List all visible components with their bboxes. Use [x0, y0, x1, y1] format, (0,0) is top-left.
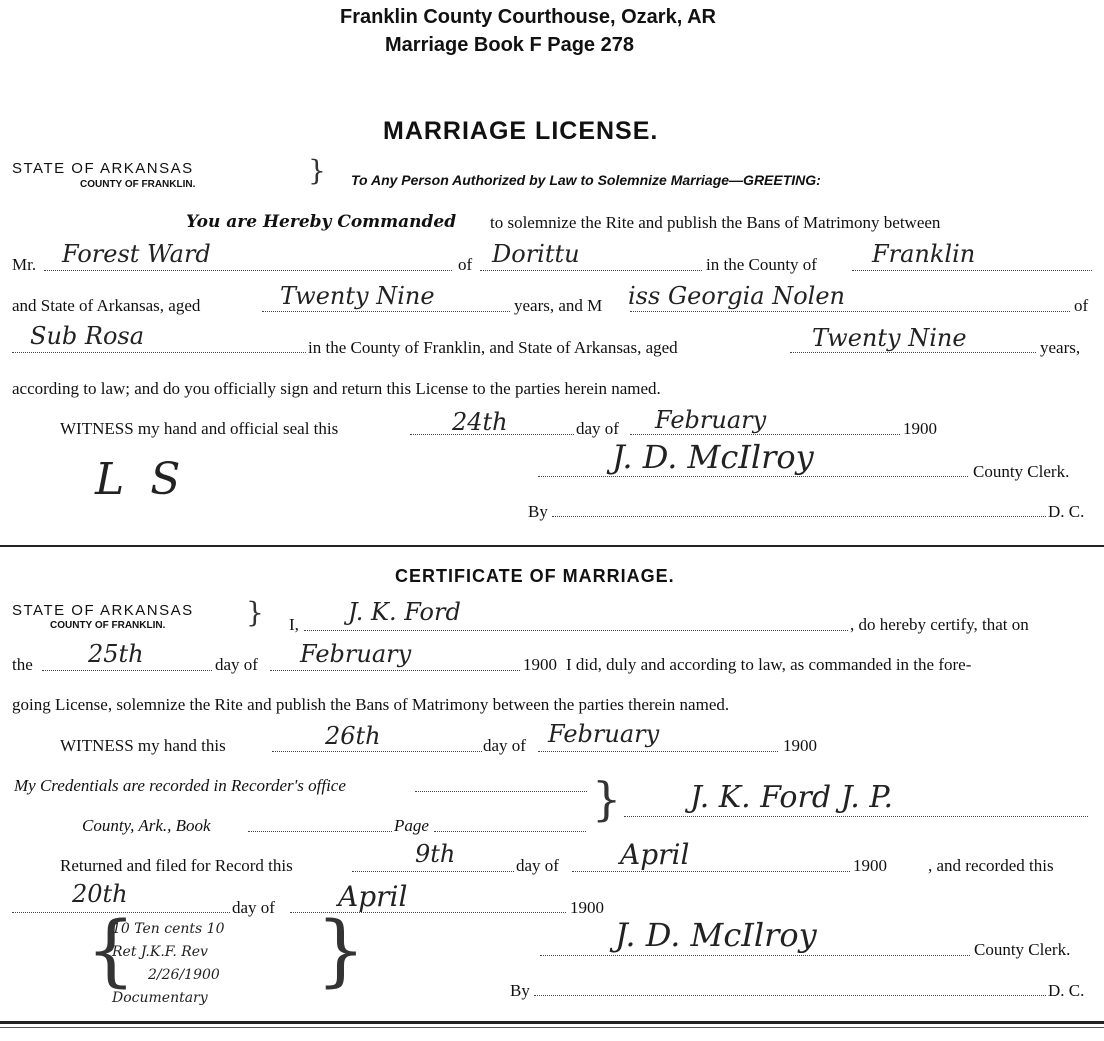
did-duly-text: I did, duly and according to law, as commanded in the fore-: [566, 655, 972, 674]
cert-year: 1900: [523, 655, 557, 674]
returned-day-line: [352, 871, 514, 872]
cert-day-of: day of: [215, 655, 258, 674]
returned-month-line: [572, 871, 850, 872]
according-text: according to law; and do you officially sign and return this License to the parties herein named.: [12, 379, 661, 398]
returned-label: Returned and filed for Record this: [60, 856, 293, 875]
officiant-sig-line: [624, 816, 1088, 817]
certify-text: , do hereby certify, that on: [850, 615, 1029, 634]
certificate-brace: }: [246, 596, 264, 629]
returned-day: 9th: [415, 840, 456, 868]
bride-age: Twenty Nine: [812, 324, 967, 352]
i-label: I,: [289, 615, 299, 634]
license-line1: to solemnize the Rite and publish the Bans of Matrimony between: [490, 213, 941, 232]
bride-town: Sub Rosa: [30, 322, 145, 350]
license-by: By: [528, 502, 548, 521]
license-brace: }: [308, 154, 326, 187]
license-witness-year: 1900: [903, 419, 937, 438]
years-label-2: years,: [1040, 338, 1081, 357]
cert-county-clerk: County Clerk.: [974, 940, 1071, 959]
bottom-rule: [0, 1021, 1104, 1024]
cert-month-line: [270, 670, 520, 671]
note-line-2: Ret J.K.F. Rev: [112, 944, 208, 960]
clerk-sig-line: [538, 476, 968, 477]
the-label: the: [12, 655, 33, 674]
margin-notes: [112, 918, 225, 1010]
seal-mark: L S: [95, 454, 187, 505]
license-clerk-signature: J. D. McIlroy: [612, 438, 814, 476]
bride-county-text: in the County of Franklin, and State of Arkansas, aged: [308, 338, 678, 357]
notes-left-brace: {: [86, 906, 136, 996]
license-dc-line: [552, 516, 1046, 517]
bride-line: [630, 311, 1070, 312]
returned-year: 1900: [853, 856, 887, 875]
bride-age-line: [790, 352, 1036, 353]
header-line-1: Franklin County Courthouse, Ozark, AR: [340, 6, 716, 28]
license-state: STATE OF ARKANSAS: [12, 160, 194, 177]
credentials-text: My Credentials are recorded in Recorder's office: [14, 776, 346, 795]
groom-age: Twenty Nine: [280, 282, 435, 310]
bride-town-line: [12, 352, 306, 353]
license-county-clerk: County Clerk.: [973, 462, 1070, 481]
cert-witness-day-line: [272, 751, 482, 752]
certificate-county: COUNTY OF FRANKLIN.: [50, 620, 166, 631]
license-county: COUNTY OF FRANKLIN.: [80, 179, 196, 190]
cert-witness-label: WITNESS my hand this: [60, 736, 226, 755]
license-witness-day: 24th: [452, 408, 508, 436]
license-title: MARRIAGE LICENSE.: [383, 117, 659, 145]
in-county-of-label: in the County of: [706, 255, 817, 274]
county-ark-book: County, Ark., Book: [82, 816, 211, 835]
returned-month: April: [620, 838, 690, 871]
note-line-3: 2/26/1900: [148, 967, 220, 983]
license-witness-month: February: [655, 406, 767, 434]
cert-day-line: [42, 670, 212, 671]
certificate-title: CERTIFICATE OF MARRIAGE.: [395, 566, 675, 586]
recorded-day: 20th: [72, 880, 128, 908]
going-text: going License, solemnize the Rite and publish the Bans of Matrimony between the parties therein named.: [12, 695, 730, 714]
header-line-2: Marriage Book F Page 278: [385, 34, 634, 56]
bride-name: iss Georgia Nolen: [628, 282, 845, 310]
of-label-1: of: [458, 255, 473, 274]
recorded-month: April: [338, 880, 408, 913]
license-dc: D. C.: [1048, 502, 1085, 521]
cert-witness-day: 26th: [325, 722, 381, 750]
cert-month: February: [300, 640, 412, 668]
note-line-1: 10 Ten cents 10: [112, 921, 225, 937]
recorded-day-of: day of: [232, 898, 275, 917]
recorded-year: 1900: [570, 898, 604, 917]
groom-age-line: [262, 311, 510, 312]
page-line: [434, 831, 586, 832]
note-line-4: Documentary: [112, 990, 208, 1006]
cert-witness-year: 1900: [783, 736, 817, 755]
license-witness-label: WITNESS my hand and official seal this: [60, 419, 339, 438]
cert-witness-month: February: [548, 720, 660, 748]
cert-witness-month-line: [538, 751, 778, 752]
cert-by: By: [510, 981, 530, 1000]
section-divider: [0, 545, 1104, 547]
groom-line: [44, 270, 452, 271]
credentials-brace: }: [592, 772, 622, 826]
credentials-line: [415, 791, 587, 792]
cert-clerk-signature: J. D. McIlroy: [615, 916, 817, 954]
officiant-line: [304, 630, 848, 631]
license-greeting: To Any Person Authorized by Law to Solemnize Marriage—GREETING:: [351, 172, 821, 188]
groom-county: Franklin: [872, 240, 976, 268]
certificate-state: STATE OF ARKANSAS: [12, 602, 194, 619]
officiant-signature: J. K. Ford J. P.: [690, 780, 893, 815]
mr-label: Mr.: [12, 255, 37, 274]
book-line: [248, 831, 392, 832]
groom-name: Forest Ward: [62, 240, 211, 268]
bottom-rule-thin: [0, 1027, 1104, 1028]
license-day-of: day of: [576, 419, 619, 438]
cert-day: 25th: [88, 640, 144, 668]
state-aged-label: and State of Arkansas, aged: [12, 296, 201, 315]
groom-town-line: [480, 270, 702, 271]
cert-day-of-2: day of: [483, 736, 526, 755]
cert-dc-line: [534, 995, 1046, 996]
witness-month-line: [630, 434, 900, 435]
groom-county-line: [852, 270, 1092, 271]
returned-day-of: day of: [516, 856, 559, 875]
and-recorded-text: , and recorded this: [928, 856, 1054, 875]
of-label-2: of: [1074, 296, 1089, 315]
notes-right-brace: }: [316, 906, 366, 996]
cert-dc: D. C.: [1048, 981, 1085, 1000]
groom-town: Dorittu: [492, 240, 580, 268]
cert-clerk-sig-line: [540, 955, 970, 956]
commanded-text: You are Hereby Commanded: [186, 212, 457, 232]
page-label: Page: [394, 816, 429, 835]
officiant-name: J. K. Ford: [348, 598, 461, 626]
years-and-m-label: years, and M: [514, 296, 603, 315]
